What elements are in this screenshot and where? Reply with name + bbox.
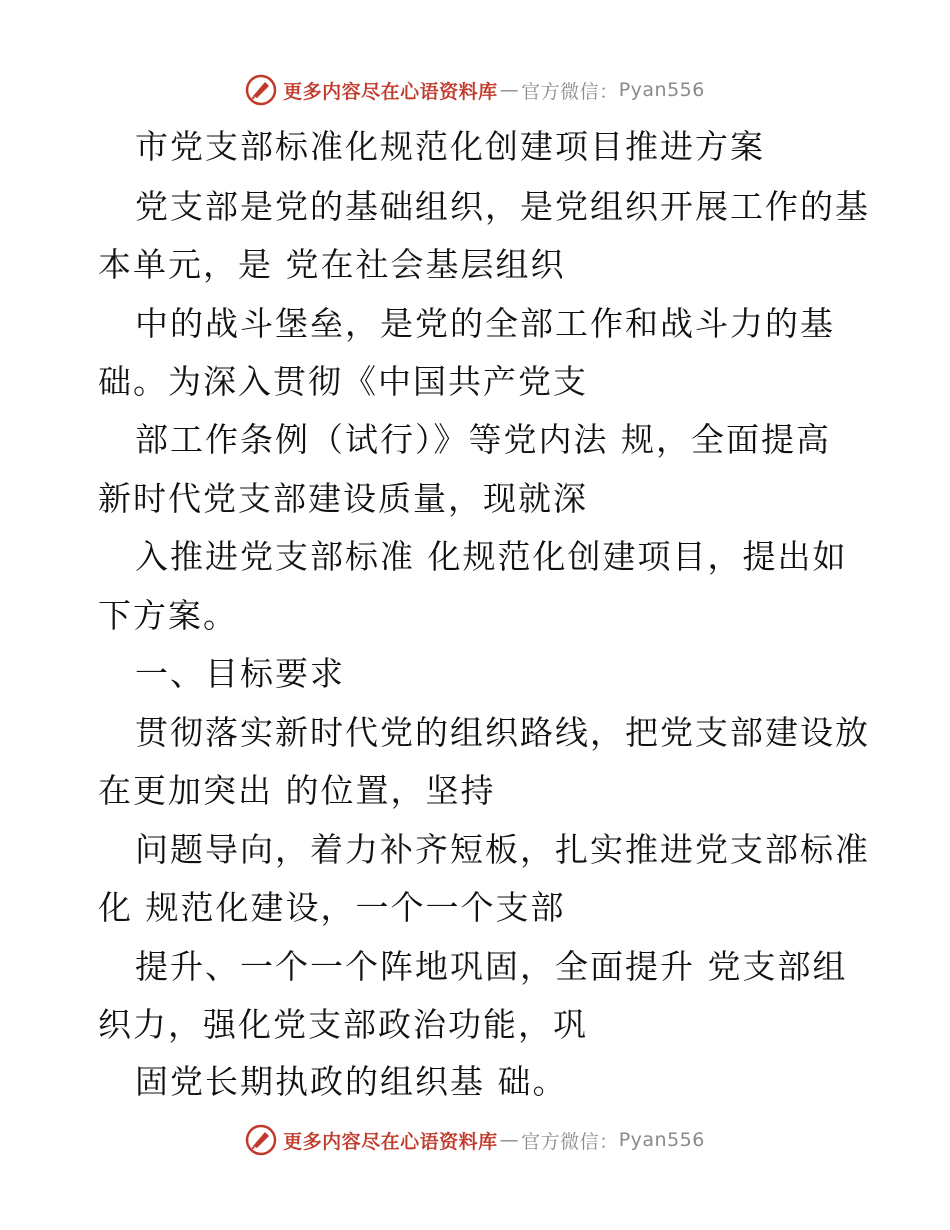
paragraph-line: 固党长期执政的组织基 础。 bbox=[135, 1062, 568, 1101]
section-heading: 一、目标要求 bbox=[135, 654, 345, 693]
paragraph-line: 部工作条例（试行）》等党内法 规，全面提高 bbox=[135, 420, 831, 459]
paragraph-line: 提升、一个一个阵地巩固，全面提升 党支部组 bbox=[135, 947, 848, 986]
brand-logo-icon bbox=[245, 74, 277, 106]
paragraph-line: 问题导向，着力补齐短板，扎实推进党支部标准 bbox=[135, 830, 870, 869]
brand-logo-icon bbox=[245, 1124, 277, 1156]
watermark-main-text: 更多内容尽在心语资料库 bbox=[283, 1130, 498, 1153]
watermark-suffix-text: 官方微信： bbox=[521, 80, 619, 103]
paragraph-line: 中的战斗堡垒，是党的全部工作和战斗力的基 bbox=[135, 304, 835, 343]
watermark-separator: — bbox=[499, 79, 520, 101]
paragraph-line: 础。为深入贯彻《中国共产党支 bbox=[98, 362, 588, 401]
paragraph-line: 本单元，是 党在社会基层组织 bbox=[98, 245, 566, 284]
paragraph-line: 织力，强化党支部政治功能，巩 bbox=[98, 1005, 588, 1044]
document-title: 市党支部标准化规范化创建项目推进方案 bbox=[135, 127, 765, 166]
paragraph-line: 贯彻落实新时代党的组织路线，把党支部建设放 bbox=[135, 713, 870, 752]
paragraph-line: 在更加突出 的位置，坚持 bbox=[98, 771, 496, 810]
paragraph-line: 新时代党支部建设质量，现就深 bbox=[98, 479, 588, 518]
watermark-account: Pyan556 bbox=[618, 79, 705, 101]
paragraph-line: 入推进党支部标准 化规范化创建项目，提出如 bbox=[135, 537, 848, 576]
header-watermark bbox=[0, 70, 950, 110]
watermark-main-text: 更多内容尽在心语资料库 bbox=[283, 80, 498, 103]
footer-watermark bbox=[0, 1120, 950, 1160]
watermark-separator: — bbox=[499, 1129, 520, 1151]
paragraph-line: 化 规范化建设，一个一个支部 bbox=[98, 888, 566, 927]
paragraph-line: 下方案。 bbox=[98, 596, 238, 635]
watermark-account: Pyan556 bbox=[618, 1129, 705, 1151]
paragraph-line: 党支部是党的基础组织，是党组织开展工作的基 bbox=[135, 187, 870, 226]
watermark-suffix-text: 官方微信： bbox=[521, 1130, 619, 1153]
